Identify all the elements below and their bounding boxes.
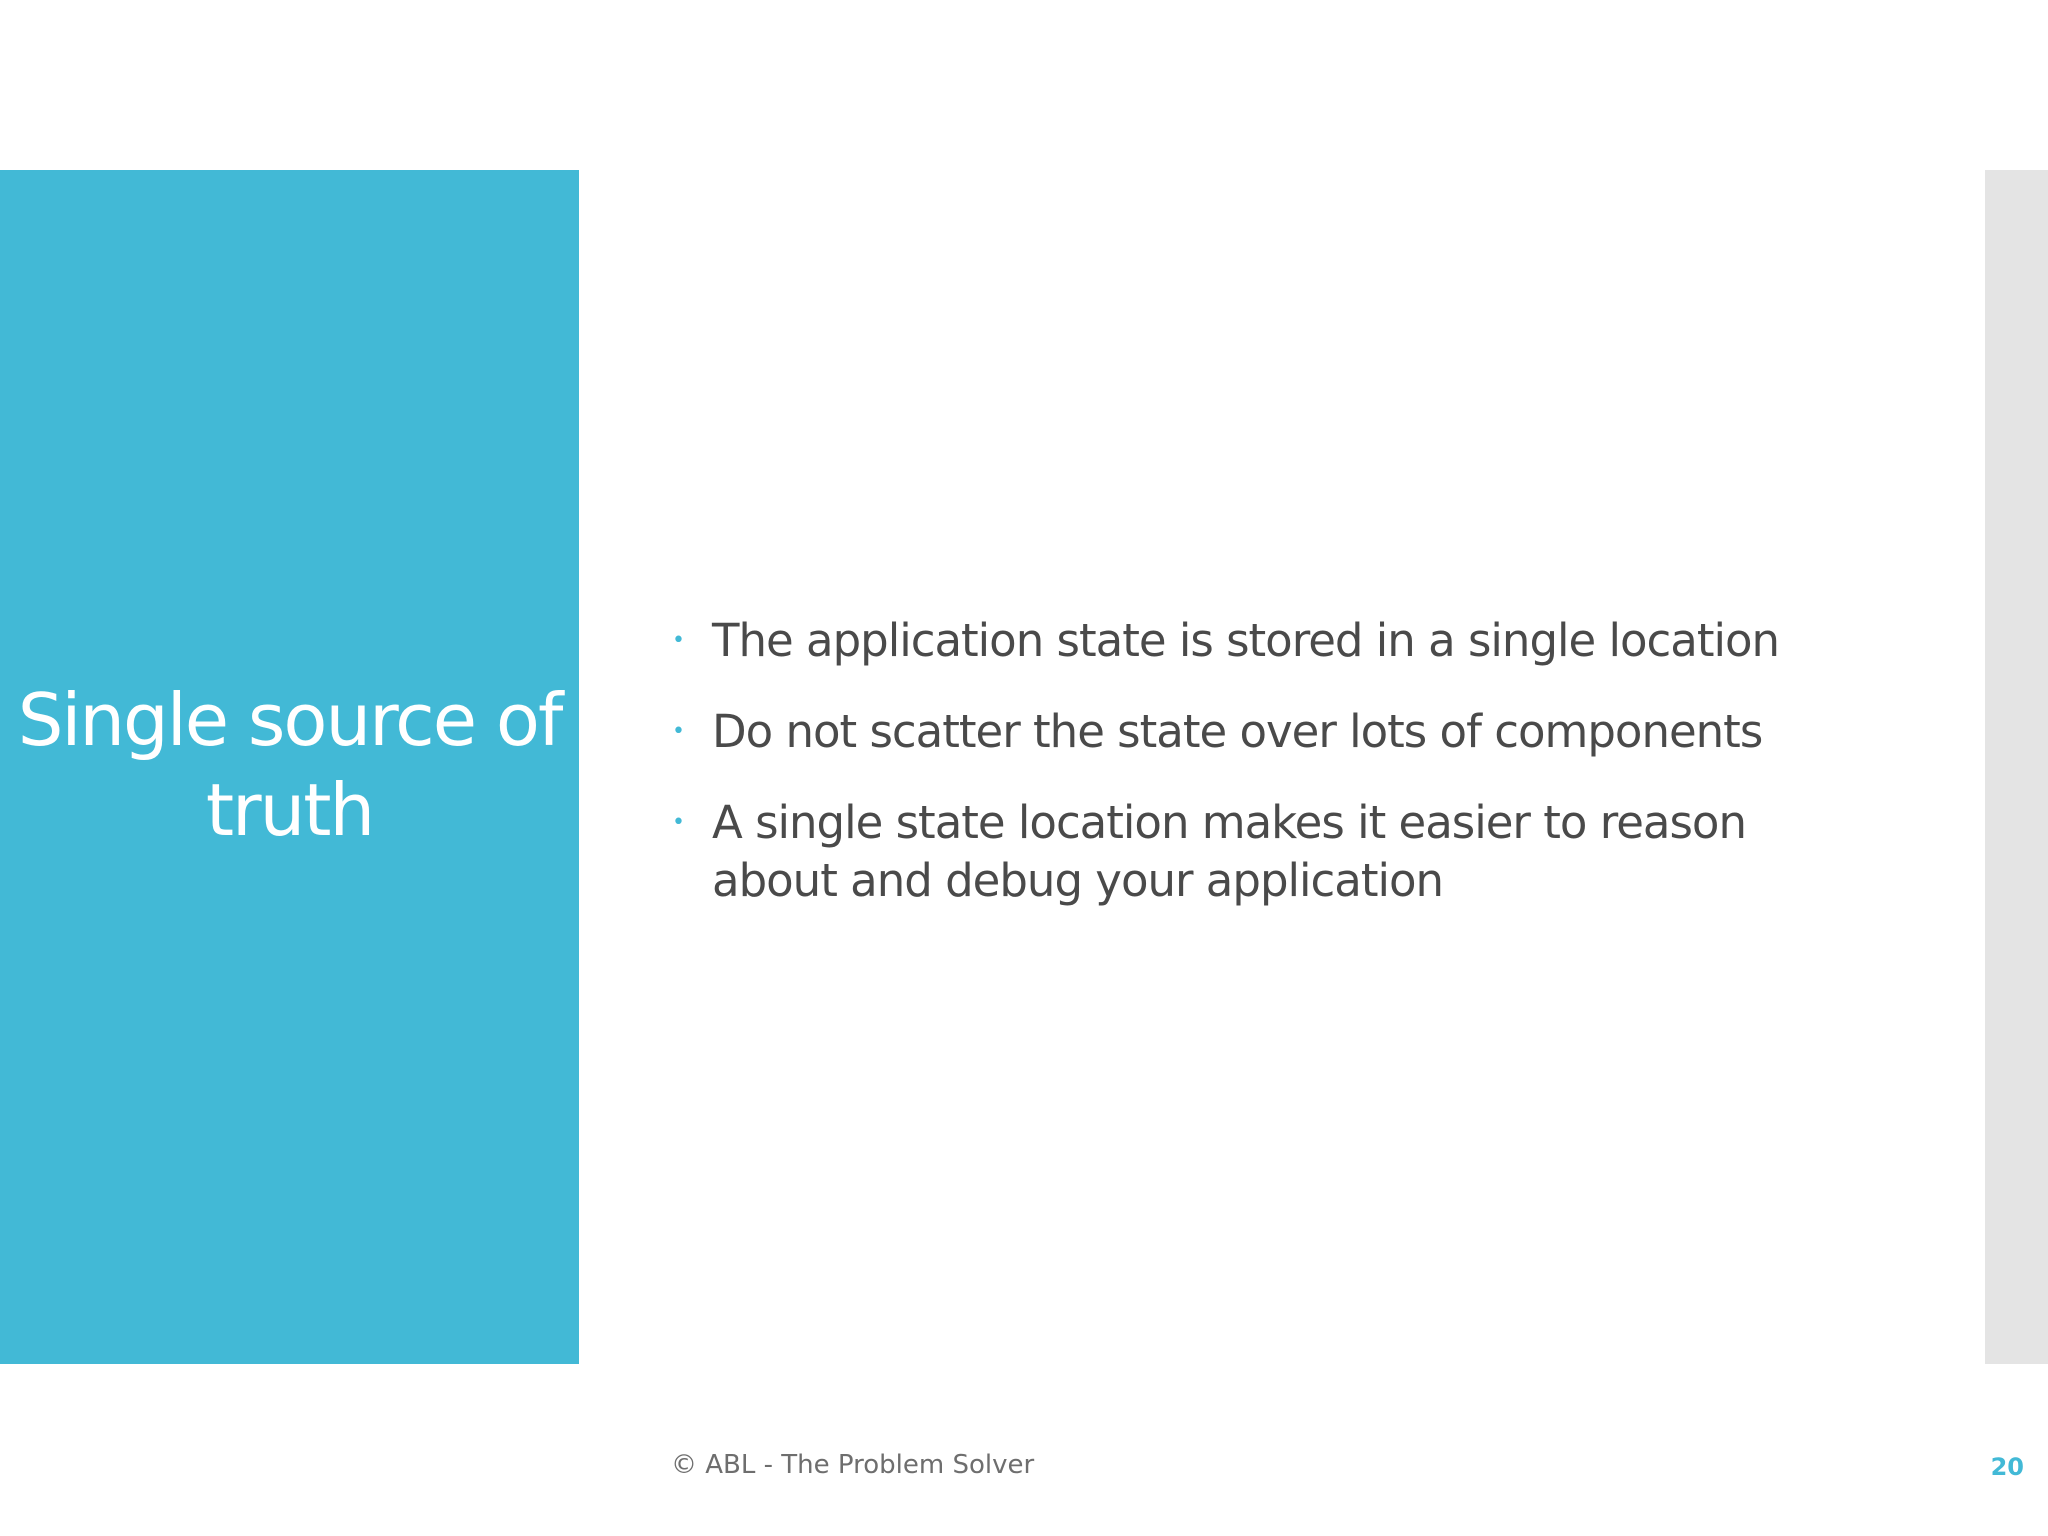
slide-title: Single source of truth — [17, 678, 562, 852]
bullet-text: The application state is stored in a single location — [712, 614, 1780, 667]
footer-copyright: © ABL - The Problem Solver — [671, 1450, 1035, 1480]
bullet-item — [672, 794, 1852, 910]
bullet-icon: • — [672, 719, 685, 744]
bullet-text: A single state location makes it easier to reason about and debug your application — [712, 796, 1746, 907]
page-number: 20 — [1990, 1453, 2024, 1481]
bullet-item — [672, 703, 1852, 761]
bullet-icon: • — [672, 810, 685, 835]
bullet-icon: • — [672, 628, 685, 653]
side-bar — [1985, 170, 2048, 1364]
bullet-item — [672, 612, 1852, 670]
bullet-text: Do not scatter the state over lots of components — [712, 705, 1763, 758]
bullet-list — [672, 612, 1852, 943]
